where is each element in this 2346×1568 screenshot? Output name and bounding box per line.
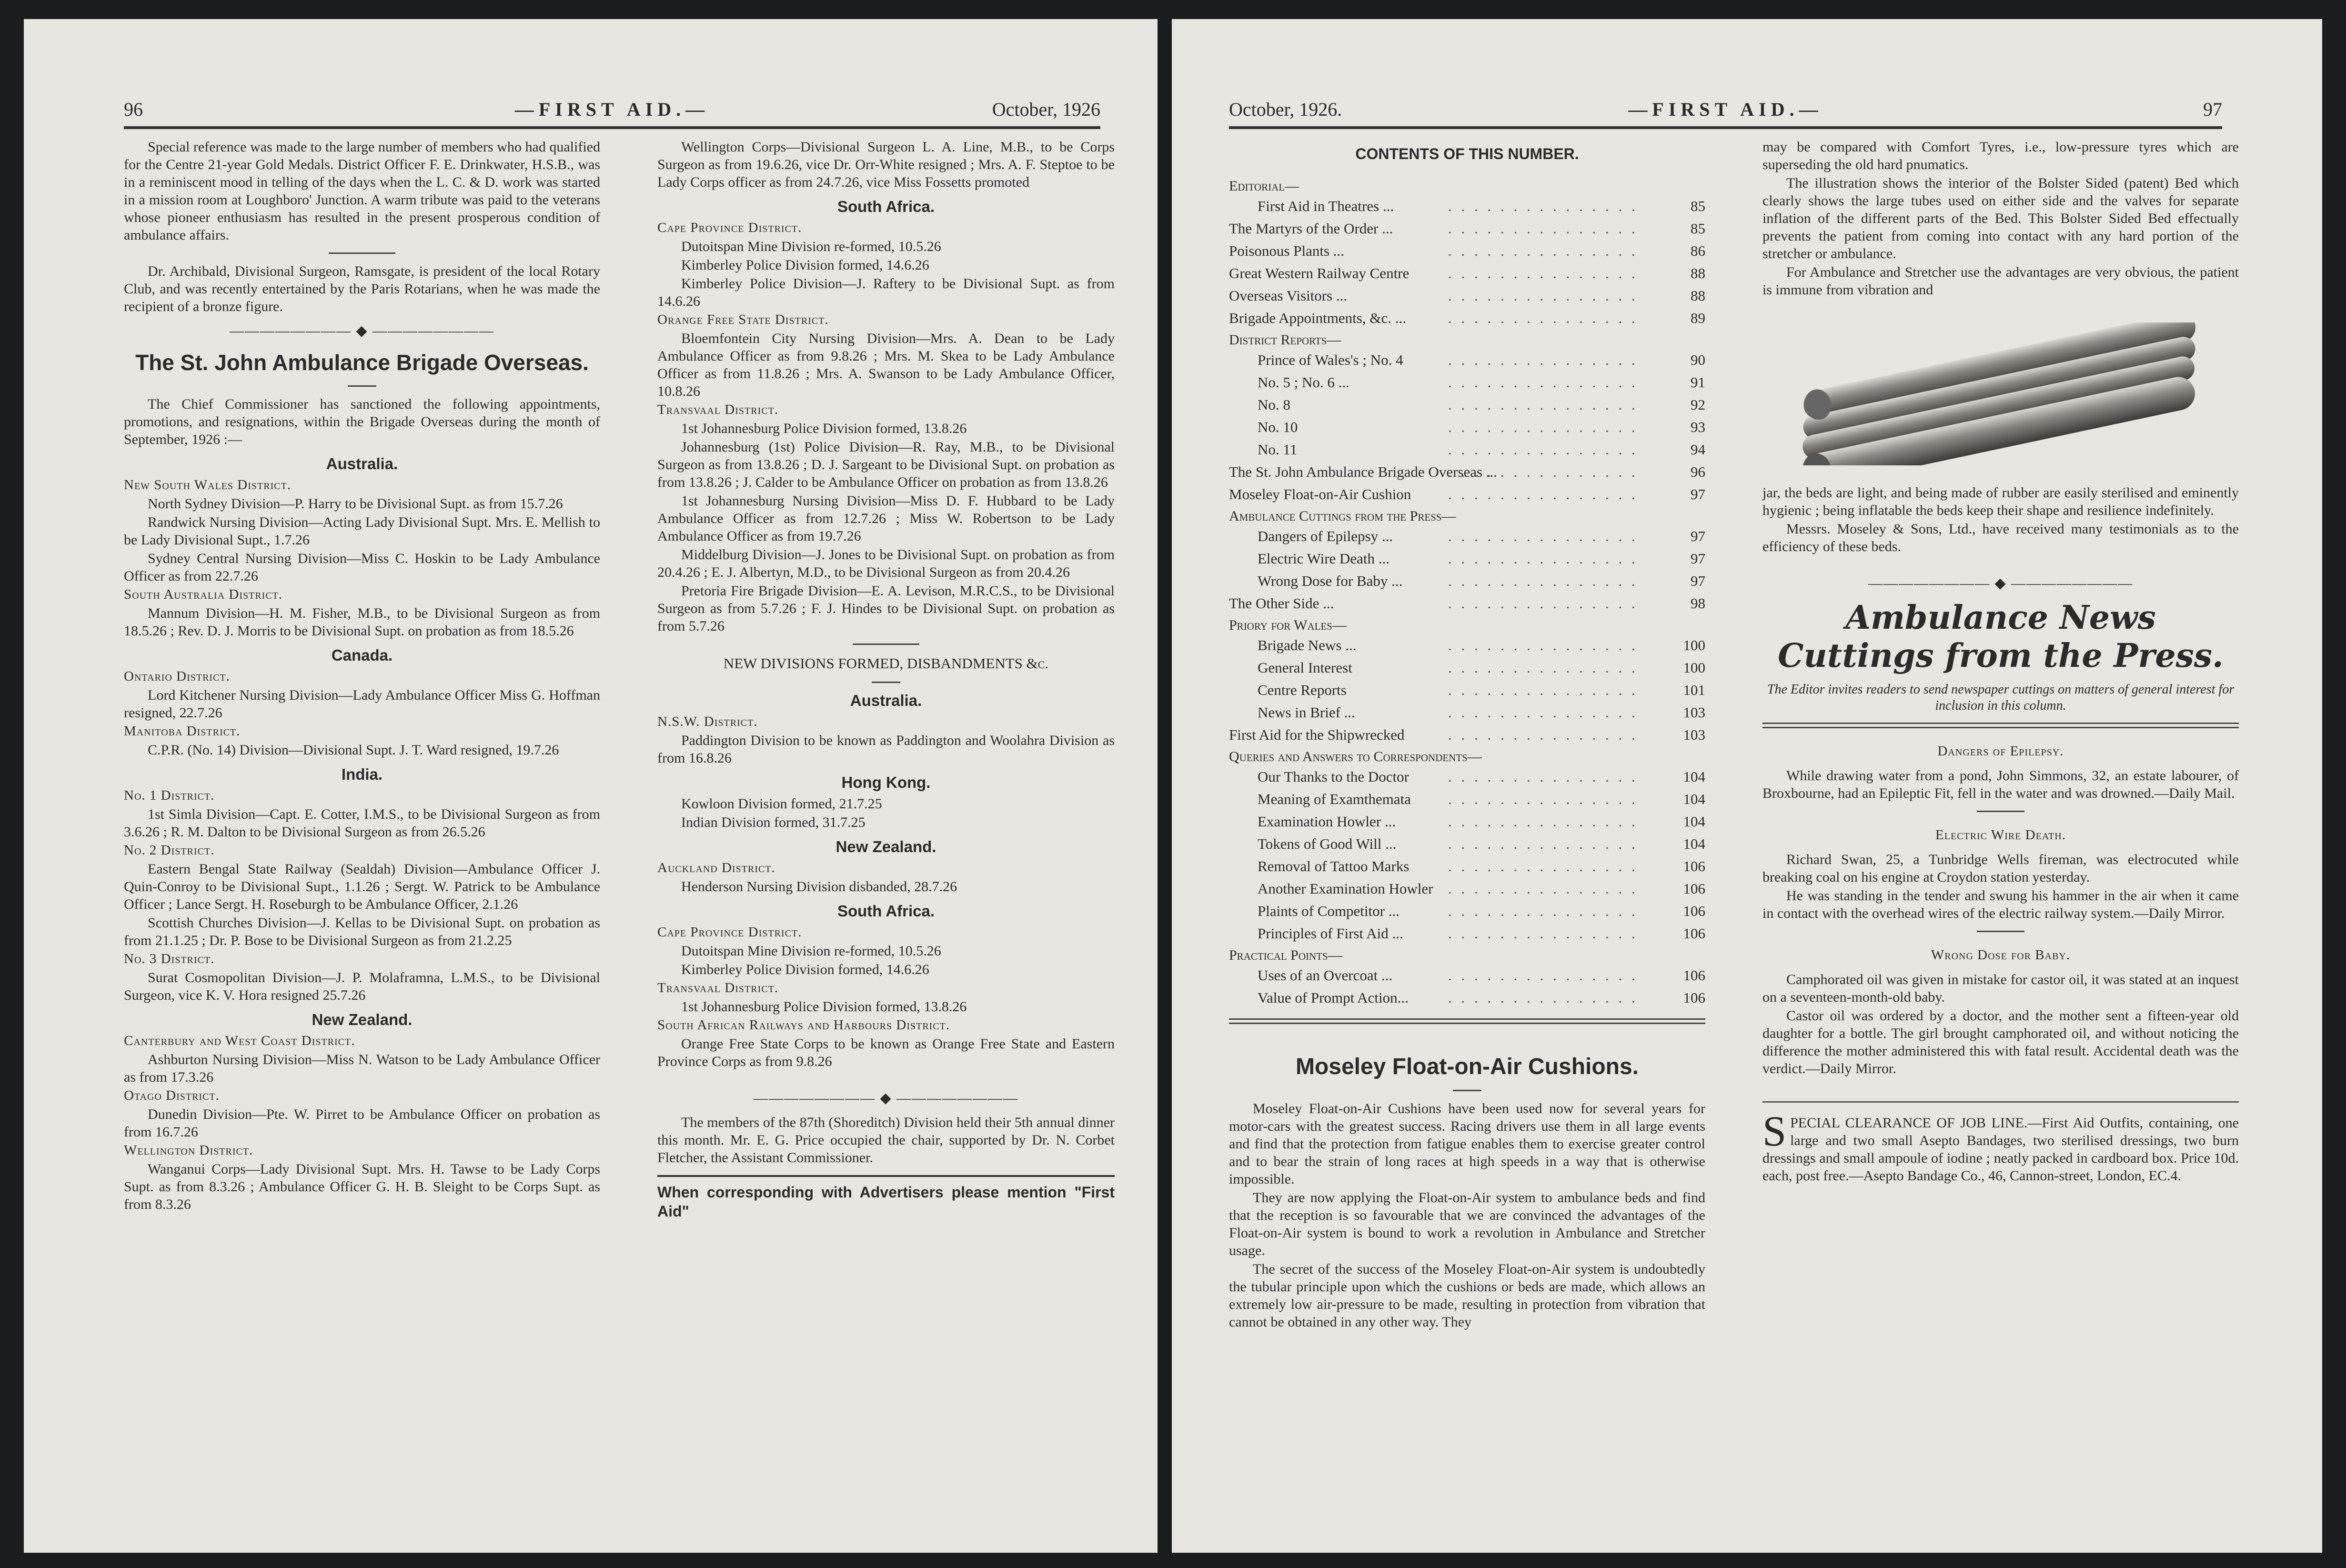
heading: New Zealand. xyxy=(312,1011,413,1028)
contents-entry-page: 106 xyxy=(1683,989,1705,1006)
right-page xyxy=(1172,19,2322,1553)
contents-column xyxy=(1229,145,1705,1332)
contents-section: Ambulance Cuttings from the Press— xyxy=(1229,508,1456,524)
entry: Sydney Central Nursing Division—Miss C. Hoskin to be Lady Ambulance Officer as from 22.7.26 xyxy=(124,551,600,584)
contents-entry xyxy=(1229,765,1705,788)
contents-entry-page: 106 xyxy=(1683,925,1705,942)
contents-title: CONTENTS OF THIS NUMBER. xyxy=(1355,145,1579,162)
contents-entry-page: 97 xyxy=(1691,528,1705,544)
divider xyxy=(1229,1018,1705,1024)
district-heading: No. 3 District. xyxy=(124,951,215,966)
paragraph: The secret of the success of the Moseley Float-on-Air system is undoubtedly the tubular principle upon which the cushions or beds are made, which allows an extremely low air-pressure to be made, resulting in protection from vibration that cannot be obtained in any other way. They xyxy=(1229,1261,1705,1330)
contents-entry-label: Prince of Wales's ; No. 4 xyxy=(1258,352,1403,368)
contents-entry xyxy=(1229,349,1705,371)
entry: Kowloon Division formed, 21.7.25 xyxy=(681,796,882,812)
divider xyxy=(348,385,376,387)
cutting-title: Dangers of Epilepsy. xyxy=(1937,744,2064,759)
contents-entry-label: Tokens of Good Will ... xyxy=(1258,835,1397,852)
contents-entry-page: 90 xyxy=(1691,352,1705,368)
leader-dots: . . . . . . . . . . . . . . . xyxy=(1448,486,1638,503)
contents-entry-label: Poisonous Plants ... xyxy=(1229,242,1345,259)
ornament-divider: ———————— ◆ ———————— xyxy=(753,1090,1019,1106)
contents-entry xyxy=(1229,855,1705,877)
leader-dots: . . . . . . . . . . . . . . . xyxy=(1448,310,1638,326)
leader-dots: . . . . . . . . . . . . . . . xyxy=(1448,637,1638,653)
issue-date: October, 1926. xyxy=(1229,99,1342,120)
entry: Wellington Corps—Divisional Surgeon L. A. Line, M.B., to be Corps Surgeon as from 19.6.26, vice Dr. Orr-White resigned ; Mrs. A. F. Steptoe to be Lady Corps officer as from 24.7.26, vice Miss Fossetts promoted xyxy=(657,139,1115,190)
leader-dots: . . . . . . . . . . . . . . . xyxy=(1448,704,1638,721)
cutting-title: Electric Wire Death. xyxy=(1935,827,2066,843)
leader-dots: . . . . . . . . . . . . . . . xyxy=(1448,768,1638,785)
district-heading: South Australia District. xyxy=(124,587,283,602)
contents-entry-label: Removal of Tattoo Marks xyxy=(1258,858,1410,874)
contents-entry-page: 106 xyxy=(1683,967,1705,984)
leader-dots: . . . . . . . . . . . . . . . xyxy=(1448,198,1638,214)
entry: Indian Division formed, 31.7.25 xyxy=(681,814,866,830)
leader-dots: . . . . . . . . . . . . . . . xyxy=(1448,925,1638,942)
ornament-divider: ———————— ◆ ———————— xyxy=(229,323,495,339)
contents-entry xyxy=(1229,438,1705,461)
contents-entry-page: 97 xyxy=(1691,486,1705,503)
contents-section: Editorial— xyxy=(1229,178,1299,194)
leader-dots: . . . . . . . . . . . . . . . xyxy=(1448,573,1638,589)
leader-dots: . . . . . . . . . . . . . . . xyxy=(1448,287,1638,304)
district-heading: Wellington District. xyxy=(124,1143,253,1158)
contents-entry-label: Electric Wire Death ... xyxy=(1258,550,1390,567)
paragraph: The illustration shows the interior of the Bolster Sided (patent) Bed which clearly shows the large tubes used on either side and the valves for separate inflation of the different parts of the Bed. This Bolster Sided Bed effectually prevents the patient from coming into contact with any hard portion of the stretcher or ambulance. xyxy=(1762,175,2239,261)
contents-entry xyxy=(1229,195,1705,217)
cushion-bed-illustration xyxy=(1777,322,2239,470)
contents-entry-page: 96 xyxy=(1691,463,1705,480)
district-heading: Orange Free State District. xyxy=(657,312,829,327)
paragraph: Castor oil was ordered by a doctor, and the mother sent a fifteen-year old daughter for a bottle. The girl brought camphorated oil, and without noticing the difference the mother administered this with fatal result. Accidental death was the verdict.—Daily Mirror. xyxy=(1762,1008,2239,1076)
leader-dots: . . . . . . . . . . . . . . . xyxy=(1448,989,1638,1006)
contents-entry xyxy=(1229,570,1705,592)
paragraph: Richard Swan, 25, a Tunbridge Wells fireman, was electrocuted while breaking coal on his engine at Croydon station yesterday. xyxy=(1762,852,2239,885)
heading: New Zealand. xyxy=(836,838,936,855)
contents-entry xyxy=(1229,810,1705,833)
contents-entry-label: News in Brief ... xyxy=(1258,704,1355,721)
paragraph: Dr. Archibald, Divisional Surgeon, Ramsgate, is president of the local Rotary Club, and was recently entertained by the Paris Rotarians, when he was made the recipient of a bronze figure. xyxy=(124,263,600,314)
contents-entry-label: Brigade Appointments, &c. ... xyxy=(1229,310,1406,326)
contents-entry xyxy=(1229,217,1705,240)
contents-entry-page: 103 xyxy=(1683,726,1705,743)
paragraph: Special reference was made to the large number of members who had qualified for the Centre 21-year Gold Medals. District Officer F. E. Drinkwater, H.S.B., was in a reminiscent mood in telling of the days when the L. C. & D. work was started in a mission room at Loughboro' Junction. A warm tribute was paid to the veterans whose pioneer enthusiasm has resulted in the present prosperous condition of ambulance affairs. xyxy=(124,139,600,243)
contents-entry-label: Our Thanks to the Doctor xyxy=(1258,768,1409,785)
contents-entry xyxy=(1229,416,1705,438)
district-heading: N.S.W. District. xyxy=(657,714,758,729)
contents-entry-page: 104 xyxy=(1683,835,1705,852)
advertisement xyxy=(1762,1101,2239,1185)
district-heading: South African Railways and Harbours District. xyxy=(657,1017,950,1033)
advertisement-text: PECIAL CLEARANCE OF JOB LINE.—First Aid Outfits, containing, one large and two small Asepto Bandages, two sterilised dressings, two burn dressings and small ampoule of iodine ; neatly packed in cardboard box. Price 10d. each, post free.—Asepto Bandage Co., 46, Cannon-street, London, EC.4. xyxy=(1762,1115,2239,1184)
contents-entry xyxy=(1229,262,1705,284)
entry: 1st Johannesburg Police Division formed, 13.8.26 xyxy=(681,999,967,1015)
contents-entry xyxy=(1229,592,1705,614)
contents-entry-page: 104 xyxy=(1683,791,1705,807)
contents-entry-label: Examination Howler ... xyxy=(1258,813,1396,830)
contents-entry-page: 94 xyxy=(1691,441,1705,458)
contents-entry xyxy=(1229,788,1705,810)
leader-dots: . . . . . . . . . . . . . . . xyxy=(1448,835,1638,852)
leader-dots: . . . . . . . . . . . . . . . xyxy=(1448,791,1638,807)
contents-entry-label: Centre Reports xyxy=(1258,682,1347,698)
contents-entry-page: 97 xyxy=(1691,573,1705,589)
contents-entry-page: 98 xyxy=(1691,595,1705,612)
page-number: 97 xyxy=(2203,99,2222,120)
district-heading: No. 1 District. xyxy=(124,788,215,803)
district-heading: New South Wales District. xyxy=(124,477,292,493)
entry: Randwick Nursing Division—Acting Lady Divisional Supt. Mrs. E. Mellish to be Lady Divisional Supt., 1.7.26 xyxy=(124,514,600,548)
contents-entry-label: General Interest xyxy=(1258,659,1352,676)
contents-entry-label: The St. John Ambulance Brigade Overseas ... xyxy=(1229,463,1498,480)
divider xyxy=(853,643,919,645)
entry: Pretoria Fire Brigade Division—E. A. Levison, M.R.C.S., to be Divisional Surgeon as from 5.7.26 ; F. J. Hindes to be Divisional Supt. on probation as from 5.7.26 xyxy=(657,583,1115,634)
contents-entry xyxy=(1229,877,1705,900)
district-heading: Auckland District. xyxy=(657,860,775,875)
district-heading: Ontario District. xyxy=(124,669,230,684)
leader-dots: . . . . . . . . . . . . . . . xyxy=(1448,726,1638,743)
entry: Bloemfontein City Nursing Division—Mrs. A. Dean to be Lady Ambulance Officer as from 9.8.26 ; Mrs. M. Skea to be Lady Ambulance Officer as from 11.8.26 ; Mrs. A. Swanson to be Lady Ambulance Officer, 10.8.26 xyxy=(657,331,1115,399)
leader-dots: . . . . . . . . . . . . . . . xyxy=(1448,903,1638,919)
contents-section: Practical Points— xyxy=(1229,947,1342,963)
entry: Middelburg Division—J. Jones to be Divisional Supt. on probation as from 20.4.26 ; E. J. Albertyn, M.D., to be Divisional Surgeon as from 20.4.26 xyxy=(657,547,1115,580)
divider xyxy=(872,682,900,683)
contents-entry-label: Value of Prompt Action... xyxy=(1258,989,1409,1006)
contents-entry-page: 104 xyxy=(1683,768,1705,785)
district-heading: Otago District. xyxy=(124,1088,220,1103)
contents-entry-page: 92 xyxy=(1691,396,1705,413)
divider xyxy=(1977,931,2024,932)
left-column-1 xyxy=(124,138,600,1214)
district-heading: Manitoba District. xyxy=(124,724,241,739)
heading: South Africa. xyxy=(837,198,935,215)
contents-entry xyxy=(1229,833,1705,855)
contents-entry-label: Meaning of Examthemata xyxy=(1258,791,1411,807)
contents-entry xyxy=(1229,701,1705,724)
page-number: 96 xyxy=(124,99,143,120)
contents-entry-label: No. 11 xyxy=(1258,441,1298,458)
entry: North Sydney Division—P. Harry to be Divisional Supt. as from 15.7.26 xyxy=(148,496,563,512)
leader-dots: . . . . . . . . . . . . . . . xyxy=(1448,265,1638,281)
contents-entry xyxy=(1229,240,1705,262)
entry: Dutoitspan Mine Division re-formed, 10.5.26 xyxy=(681,239,941,254)
contents-entry-page: 89 xyxy=(1691,310,1705,326)
district-heading: Cape Province District. xyxy=(657,220,802,235)
cutting-title: Wrong Dose for Baby. xyxy=(1931,947,2071,963)
contents-entry xyxy=(1229,393,1705,416)
entry: Dutoitspan Mine Division re-formed, 10.5.26 xyxy=(681,943,941,959)
contents-entry xyxy=(1229,900,1705,922)
contents-entry-page: 88 xyxy=(1691,265,1705,281)
contents-entry-page: 88 xyxy=(1691,287,1705,304)
entry: Surat Cosmopolitan Division—J. P. Molaframna, L.M.S., to be Divisional Surgeon, vice K. V. Hora resigned 25.7.26 xyxy=(124,970,600,1003)
leader-dots: . . . . . . . . . . . . . . . xyxy=(1448,595,1638,612)
contents-section: Queries and Answers to Correspondents— xyxy=(1229,749,1482,764)
leader-dots: . . . . . . . . . . . . . . . xyxy=(1448,813,1638,830)
divider xyxy=(329,252,395,254)
district-heading: Cape Province District. xyxy=(657,925,802,940)
contents-list xyxy=(1229,195,1705,1009)
contents-entry xyxy=(1229,679,1705,701)
entry: C.P.R. (No. 14) Division—Divisional Supt. J. T. Ward resigned, 19.7.26 xyxy=(148,742,559,758)
contents-entry-label: The Other Side ... xyxy=(1229,595,1334,612)
running-title: —FIRST AID.— xyxy=(514,99,710,120)
contents-entry xyxy=(1229,986,1705,1009)
entry: 1st Johannesburg Nursing Division—Miss D. F. Hubbard to be Lady Ambulance Officer as from 12.7.26 ; Miss W. Robertson to be Lady Ambulance Officer as from 19.7.26 xyxy=(657,493,1115,544)
divider xyxy=(1453,1090,1481,1091)
contents-entry xyxy=(1229,371,1705,393)
left-column-2 xyxy=(657,138,1115,1221)
entry: 1st Simla Division—Capt. E. Cotter, I.M.S., to be Divisional Surgeon as from 3.6.26 ; R. M. Dalton to be Divisional Surgeon as from 26.5.26 xyxy=(124,806,600,840)
contents-entry-page: 103 xyxy=(1683,704,1705,721)
contents-entry-page: 85 xyxy=(1691,220,1705,237)
divider xyxy=(1762,723,2239,728)
paragraph: Moseley Float-on-Air Cushions have been used now for several years for motor-cars with the greatest success. Racing drivers use them in all large events and find that the protection from fatigue enables them to exercise greater control and to bear the strain of long races at high speeds in a way that is otherwise impossible. xyxy=(1229,1101,1705,1187)
contents-entry-page: 97 xyxy=(1691,550,1705,567)
leader-dots: . . . . . . . . . . . . . . . xyxy=(1448,880,1638,897)
drop-cap: S xyxy=(1762,1108,1787,1155)
page-header xyxy=(1229,88,2222,129)
contents-entry-page: 91 xyxy=(1691,374,1705,391)
contents-entry-page: 100 xyxy=(1683,637,1705,653)
contents-entry-label: Brigade News ... xyxy=(1258,637,1357,653)
entry: 1st Johannesburg Police Division formed, 13.8.26 xyxy=(681,421,967,436)
paragraph: Messrs. Moseley & Sons, Ltd., have received many testimonials as to the efficiency of these beds. xyxy=(1762,521,2239,554)
contents-entry-page: 106 xyxy=(1683,903,1705,919)
contents-entry-label: Another Examination Howler xyxy=(1258,880,1433,897)
section-title: The St. John Ambulance Brigade Overseas. xyxy=(135,350,589,375)
contents-entry-page: 106 xyxy=(1683,858,1705,874)
heading: NEW DIVISIONS FORMED, DISBANDMENTS &c. xyxy=(723,655,1049,672)
entry: Eastern Bengal State Railway (Sealdah) Division—Ambulance Officer J. Quin-Conroy to be Divisional Supt., 1.1.26 ; Sergt. W. Patrick to be Ambulance Officer ; Lance Sergt. H. Roseburgh to be Ambulance Officer, 2.1.26 xyxy=(124,861,600,912)
leader-dots: . . . . . . . . . . . . . . . xyxy=(1448,220,1638,237)
contents-entry xyxy=(1229,724,1705,746)
editor-note: The Editor invites readers to send newspaper cuttings on matters of general interest for inclusion in this column. xyxy=(1767,682,2235,713)
heading: Hong Kong. xyxy=(841,774,931,791)
heading: Australia. xyxy=(326,455,398,472)
right-column-2 xyxy=(1762,138,2239,1185)
heading: Canada. xyxy=(331,646,393,664)
contents-entry-label: Principles of First Aid ... xyxy=(1258,925,1403,942)
contents-section: District Reports— xyxy=(1229,332,1341,348)
contents-entry-page: 106 xyxy=(1683,880,1705,897)
contents-entry-label: Wrong Dose for Baby ... xyxy=(1258,573,1403,589)
entry: Ashburton Nursing Division—Miss N. Watson to be Lady Ambulance Officer as from 17.3.26 xyxy=(124,1052,600,1085)
contents-entry-page: 85 xyxy=(1691,198,1705,214)
entry: Orange Free State Corps to be known as Orange Free State and Eastern Province Corps as from 9.8.26 xyxy=(657,1036,1115,1069)
contents-entry-page: 86 xyxy=(1691,242,1705,259)
contents-entry-label: First Aid for the Shipwrecked xyxy=(1229,726,1405,743)
leader-dots: . . . . . . . . . . . . . . . xyxy=(1448,352,1638,368)
paragraph: The members of the 87th (Shoreditch) Division held their 5th annual dinner this month. Mr. E. G. Price occupied the chair, supported by Dr. N. Corbet Fletcher, the Assistant Commissioner. xyxy=(657,1115,1115,1166)
entry: Henderson Nursing Division disbanded, 28.7.26 xyxy=(681,879,957,895)
heading: India. xyxy=(341,765,383,783)
paragraph: He was standing in the tender and swung his hammer in the air when it came in contact with the overhead wires of the electric railway system.—Daily Mirror. xyxy=(1762,888,2239,921)
leader-dots: . . . . . . . . . . . . . . . xyxy=(1448,550,1638,567)
left-page xyxy=(24,19,1158,1553)
contents-entry-label: Uses of an Overcoat ... xyxy=(1258,967,1393,984)
contents-entry-label: Dangers of Epilepsy ... xyxy=(1258,528,1393,544)
news-cuttings-title: Ambulance News Cuttings from the Press. xyxy=(1778,599,2224,675)
contents-entry xyxy=(1229,483,1705,505)
contents-entry xyxy=(1229,461,1705,483)
contents-entry-label: Great Western Railway Centre xyxy=(1229,265,1410,281)
district-heading: Transvaal District. xyxy=(657,402,779,417)
contents-entry xyxy=(1229,525,1705,547)
entry: Paddington Division to be known as Paddington and Woolahra Division as from 16.8.26 xyxy=(657,733,1115,766)
contents-entry xyxy=(1229,547,1705,570)
leader-dots: . . . . . . . . . . . . . . . xyxy=(1448,419,1638,435)
page-header xyxy=(124,88,1100,129)
paragraph: may be compared with Comfort Tyres, i.e., low-pressure tyres which are superseding the old hard pnumatics. xyxy=(1762,139,2239,172)
contents-entry-page: 93 xyxy=(1691,419,1705,435)
paragraph: They are now applying the Float-on-Air system to ambulance beds and find that the reception is so favourable that we are convinced the advantages of the Float-on-Air system is bound to work a revolution in Ambulance and Stretcher usage. xyxy=(1229,1190,1705,1258)
contents-entry-page: 100 xyxy=(1683,659,1705,676)
paragraph: The Chief Commissioner has sanctioned the following appointments, promotions, and resignations, within the Brigade Overseas during the month of September, 1926 :— xyxy=(124,396,600,447)
paragraph: For Ambulance and Stretcher use the advantages are very obvious, the patient is immune from vibration and xyxy=(1762,264,2239,298)
leader-dots: . . . . . . . . . . . . . . . xyxy=(1448,967,1638,984)
entry: Kimberley Police Division formed, 14.6.26 xyxy=(681,257,929,273)
contents-entry xyxy=(1229,307,1705,329)
leader-dots: . . . . . . . . . . . . . . . xyxy=(1448,242,1638,259)
district-heading: No. 2 District. xyxy=(124,843,215,858)
entry: Kimberley Police Division formed, 14.6.26 xyxy=(681,962,929,977)
article-title: Moseley Float-on-Air Cushions. xyxy=(1295,1054,1639,1079)
contents-entry xyxy=(1229,284,1705,307)
entry: Kimberley Police Division—J. Raftery to be Divisional Supt. as from 14.6.26 xyxy=(657,276,1115,309)
district-heading: Transvaal District. xyxy=(657,980,779,995)
heading: Australia. xyxy=(850,692,922,709)
contents-entry xyxy=(1229,656,1705,679)
running-title: —FIRST AID.— xyxy=(1628,99,1823,120)
divider xyxy=(1977,811,2024,812)
contents-section: Priory for Wales— xyxy=(1229,617,1347,633)
contents-entry-label: The Martyrs of the Order ... xyxy=(1229,220,1393,237)
contents-entry xyxy=(1229,634,1705,656)
entry: Scottish Churches Division—J. Kellas to be Divisional Supt. on probation as from 21.1.25 ; Dr. P. Bose to be Divisional Surgeon as from 21.2.25 xyxy=(124,915,600,948)
leader-dots: . . . . . . . . . . . . . . . xyxy=(1448,463,1638,480)
entry: Lord Kitchener Nursing Division—Lady Ambulance Officer Miss G. Hoffman resigned, 22.7.26 xyxy=(124,687,600,721)
district-heading: Canterbury and West Coast District. xyxy=(124,1033,355,1048)
entry: Johannesburg (1st) Police Division—R. Ray, M.B., to be Divisional Surgeon as from 13.8.26 ; D. J. Sargeant to be Divisional Supt. on probation as from 13.8.26 ; J. Calder to be Ambulance Officer on probation as from 13.8.26 xyxy=(657,439,1115,490)
contents-entry xyxy=(1229,922,1705,945)
leader-dots: . . . . . . . . . . . . . . . xyxy=(1448,659,1638,676)
leader-dots: . . . . . . . . . . . . . . . xyxy=(1448,374,1638,391)
leader-dots: . . . . . . . . . . . . . . . xyxy=(1448,441,1638,458)
contents-entry-label: First Aid in Theatres ... xyxy=(1258,198,1394,214)
ornament-divider: ———————— ◆ ———————— xyxy=(1868,575,2134,591)
entry: Dunedin Division—Pte. W. Pirret to be Ambulance Officer on probation as from 16.7.26 xyxy=(124,1106,600,1140)
paragraph: While drawing water from a pond, John Simmons, 32, an estate labourer, of Broxbourne, had an Epileptic Fit, fell in the water and was drowned.—Daily Mail. xyxy=(1762,768,2239,801)
heading: South Africa. xyxy=(837,902,935,920)
contents-entry-label: Plaints of Competitor ... xyxy=(1258,903,1400,919)
leader-dots: . . . . . . . . . . . . . . . xyxy=(1448,858,1638,874)
leader-dots: . . . . . . . . . . . . . . . xyxy=(1448,396,1638,413)
contents-entry-label: No. 5 ; No. 6 ... xyxy=(1258,374,1349,391)
leader-dots: . . . . . . . . . . . . . . . xyxy=(1448,682,1638,698)
leader-dots: . . . . . . . . . . . . . . . xyxy=(1448,528,1638,544)
contents-entry xyxy=(1229,964,1705,986)
contents-entry-label: No. 10 xyxy=(1258,419,1298,435)
contents-entry-page: 104 xyxy=(1683,813,1705,830)
contents-entry-label: No. 8 xyxy=(1258,396,1290,413)
advertiser-notice: When corresponding with Advertisers please mention "First Aid" xyxy=(657,1175,1115,1221)
contents-entry-label: Moseley Float-on-Air Cushion xyxy=(1229,486,1411,503)
contents-entry-page: 101 xyxy=(1683,682,1705,698)
entry: Mannum Division—H. M. Fisher, M.B., to be Divisional Surgeon as from 18.5.26 ; Rev. D. J. Morris to be Divisional Supt. on probation as from 18.5.26 xyxy=(124,605,600,639)
paragraph: jar, the beds are light, and being made of rubber are easily sterilised and eminently hygienic ; being inflatable the beds keep their shape and resilience indefinitely. xyxy=(1762,485,2239,518)
entry: Wanganui Corps—Lady Divisional Supt. Mrs. H. Tawse to be Lady Corps Supt. as from 8.3.26 ; Ambulance Officer G. H. B. Sleight to be Corps Supt. as from 8.3.26 xyxy=(124,1161,600,1212)
paragraph: Camphorated oil was given in mistake for castor oil, it was stated at an inquest on a seventeen-month-old baby. xyxy=(1762,972,2239,1005)
issue-date: October, 1926 xyxy=(992,99,1100,120)
contents-entry-label: Overseas Visitors ... xyxy=(1229,287,1348,304)
